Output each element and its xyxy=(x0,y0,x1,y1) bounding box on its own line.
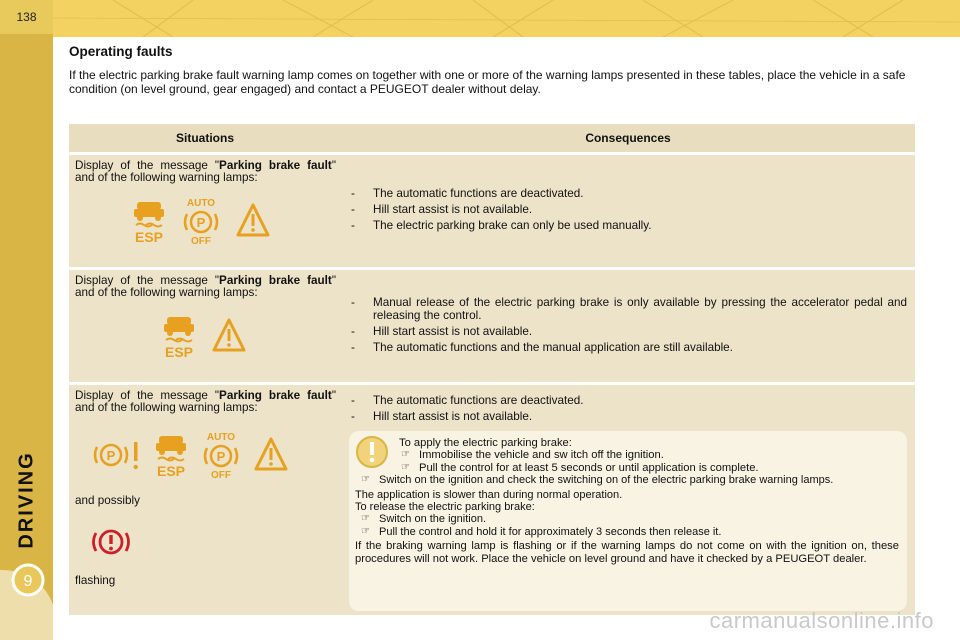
svg-text:ESP: ESP xyxy=(134,229,164,244)
svg-text:AUTO: AUTO xyxy=(186,198,216,209)
situation-message: Display of the message "Parking brake fault" and of the following warning lamps: xyxy=(75,274,336,299)
svg-text:P: P xyxy=(216,449,226,464)
watermark: carmanualsonline.info xyxy=(709,608,934,633)
consequence-cell xyxy=(341,385,915,615)
list-item: - The electric parking brake can only be used manually. xyxy=(351,219,907,232)
consequence-cell xyxy=(341,155,915,267)
warning-triangle-icon xyxy=(235,201,271,241)
list-item: ☞ Immobilise the vehicle and sw itch off the ignition. xyxy=(401,449,664,462)
table-header-row xyxy=(69,124,915,152)
consequence-list xyxy=(351,187,907,232)
esp-icon xyxy=(161,313,197,359)
svg-text:OFF: OFF xyxy=(211,470,231,480)
list-item: ☞ Switch on the ignition and check the switching on of the electric parking brake warning lamps. xyxy=(361,474,834,487)
svg-text:OFF: OFF xyxy=(191,236,211,246)
svg-text:ESP: ESP xyxy=(156,463,186,478)
table-row xyxy=(69,270,915,382)
message-name: Parking brake fault xyxy=(219,274,332,287)
closing-note: If the braking warning lamp is flashing or if the warning lamps do not come on with the ignition on, these procedures will not work. Place the vehicle on level ground and have it checked by a PEUGEOT dealer. xyxy=(355,540,899,565)
intro-paragraph: If the electric parking brake fault warning lamp comes on together with one or more of the warning lamps presented in these tables, place the vehicle in a safe condition (on level ground, gear engaged) and contact a PEUGEOT dealer without delay. xyxy=(69,68,906,96)
release-heading: To release the electric parking brake: xyxy=(355,501,535,514)
list-item: ☞ Switch on the ignition. xyxy=(361,513,487,526)
section-title: Operating faults xyxy=(69,44,173,59)
header-consequences: Consequences xyxy=(341,124,915,152)
svg-text:AUTO: AUTO xyxy=(206,432,236,443)
and-possibly-label: and possibly xyxy=(75,494,140,507)
list-item: - The automatic functions are deactivated. xyxy=(351,187,907,200)
table-row xyxy=(69,385,915,615)
list-item: - Hill start assist is not available. xyxy=(351,203,907,216)
lamp-group xyxy=(131,196,336,246)
chapter-rail xyxy=(0,0,53,640)
list-item: - The automatic functions are deactivated. xyxy=(351,394,907,407)
consequence-cell xyxy=(341,270,915,382)
chapter-number: 9 xyxy=(23,573,33,590)
pointing-hand-icon: ☞ xyxy=(361,525,370,537)
svg-text:P: P xyxy=(196,215,206,230)
message-name: Parking brake fault xyxy=(219,389,332,402)
consequence-list xyxy=(351,394,907,423)
slower-note: The application is slower than during normal operation. xyxy=(355,488,623,501)
pointing-hand-icon: ☞ xyxy=(401,461,410,473)
parking-brake-fault-icon xyxy=(93,437,141,473)
list-item: ☞ Pull the control and hold it for approximately 3 seconds then release it. xyxy=(361,525,722,538)
lamp-group xyxy=(93,430,336,480)
consequence-list xyxy=(351,296,907,354)
situation-message: Display of the message "Parking brake fault" and of the following warning lamps: xyxy=(75,159,336,184)
situation-message: Display of the message "Parking brake fault" and of the following warning lamps: xyxy=(75,389,336,414)
chapter-badge xyxy=(0,560,53,640)
extra-lamp xyxy=(91,525,336,562)
pointing-hand-icon: ☞ xyxy=(361,474,370,486)
flashing-label: flashing xyxy=(75,574,116,587)
operating-faults-table xyxy=(69,121,915,618)
warning-triangle-icon xyxy=(253,435,289,475)
lamp-group xyxy=(161,313,336,359)
warning-triangle-icon xyxy=(211,316,247,356)
apply-block xyxy=(355,437,899,474)
apply-heading: To apply the electric parking brake: xyxy=(399,437,572,449)
list-item: ☞ Pull the control for at least 5 seconds or until application is complete. xyxy=(401,461,759,474)
list-item: - Manual release of the electric parking brake is only available by pressing the accelerator pedal and releasing the control. xyxy=(351,296,907,322)
header-band xyxy=(53,0,960,37)
chapter-label: DRIVING xyxy=(15,451,38,549)
header-situations: Situations xyxy=(69,124,341,152)
table-row xyxy=(69,155,915,267)
page-number: 138 xyxy=(0,0,53,34)
esp-icon xyxy=(153,432,189,478)
svg-text:P: P xyxy=(106,448,116,463)
pointing-hand-icon: ☞ xyxy=(401,449,410,461)
esp-icon xyxy=(131,198,167,244)
list-item: - Hill start assist is not available. xyxy=(351,325,907,338)
message-name: Parking brake fault xyxy=(219,159,332,172)
svg-text:ESP: ESP xyxy=(164,344,194,359)
auto-off-parking-icon xyxy=(201,430,241,480)
list-item: - The automatic functions and the manual application are still available. xyxy=(351,341,907,354)
situation-cell xyxy=(69,385,341,615)
brake-warning-icon xyxy=(91,525,131,559)
procedure-note xyxy=(349,431,907,611)
list-item: - Hill start assist is not available. xyxy=(351,410,907,423)
situation-cell xyxy=(69,155,341,267)
situation-cell xyxy=(69,270,341,382)
auto-off-parking-icon xyxy=(181,196,221,246)
pointing-hand-icon: ☞ xyxy=(361,513,370,525)
information-icon xyxy=(354,434,390,470)
